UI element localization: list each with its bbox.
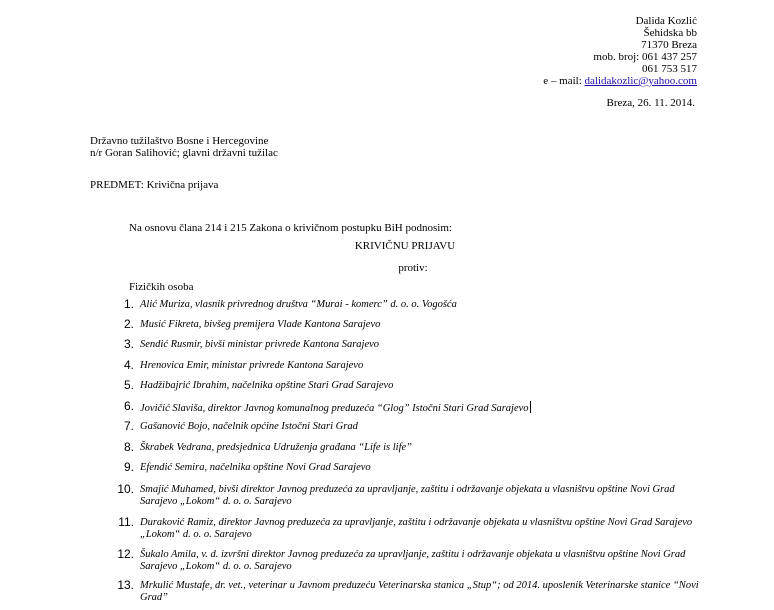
letter-date: Breza, 26. 11. 2014. [606, 97, 695, 109]
list-text: Jovičić Slaviša, direktor Javnog komunalnog preduzeća “Glog” Istočni Stari Grad Sarajevo [140, 403, 529, 414]
recipient-institution: Državno tužilaštvo Bosne i Hercegovine [90, 135, 269, 147]
list-text: Duraković Ramiz, direktor Javnog preduzeća za upravljanje, zaštitu i održavanje objekata u vlasništvu opštine Novi Grad Sarajevo „Lokom“ d. o. o. Sarajevo [140, 517, 693, 540]
list-text: Mrkulić Mustafe, dr. vet., veterinar u Javnom preduzeću Veterinarska stanica „Stup“; od 2014. uposlenik Veterinarske stanice “Novi Grad” [140, 580, 699, 603]
list-number: 6. [123, 399, 134, 413]
list-text: Sendić Rusmir, bivši ministar privrede Kantona Sarajevo [140, 339, 380, 350]
sender-email-line [543, 75, 697, 87]
subject-line: PREDMET: Krivična prijava [90, 179, 219, 191]
against-label: protiv: [398, 262, 428, 274]
list-text: Musić Fikreta, bivšeg premijera Vlade Kantona Sarajevo [140, 319, 381, 330]
list-number: 2. [123, 317, 134, 331]
phone-number-2: 061 753 517 [642, 63, 697, 75]
sender-city: 71370 Breza [641, 39, 697, 51]
recipient-block [90, 135, 278, 159]
phone-label: mob. broj: [593, 51, 640, 63]
email-label: e – mail: [543, 75, 582, 87]
list-number: 12. [117, 547, 134, 561]
list-number: 3. [123, 337, 134, 351]
sender-address-block [543, 15, 697, 87]
list-number: 9. [123, 460, 134, 474]
list-number: 7. [123, 419, 134, 433]
email-link[interactable]: dalidakozlic@yahoo.com [584, 75, 697, 87]
list-text: Efendić Semira, načelnika opštine Novi Grad Sarajevo [140, 462, 371, 473]
list-text: Alić Muriza, vlasnik privrednog društva “Murai - komerc” d. o. o. Vogošća [140, 299, 457, 310]
sender-phone-line [543, 51, 697, 63]
intro-paragraph: Na osnovu člana 214 i 215 Zakona o krivičnom postupku BiH podnosim: [129, 222, 452, 234]
text-cursor [530, 401, 531, 413]
list-text: Šukalo Amila, v. d. izvršni direktor Javnog preduzeća za upravljanje, zaštitu i održavanje objekata u vlasništvu opštine Novi Grad Sarajevo „Lokom“ d. o. o. Sarajevo [140, 549, 686, 572]
list-text: Smajić Muhamed, bivši direktor Javnog preduzeća za upravljanje, zaštitu i održavanje objekata u vlasništvu opštine Novi Grad Sarajevo „Lokom“ d. o. o. Sarajevo [140, 484, 675, 507]
list-text: Hadžibajrić Ibrahim, načelnika opštine Stari Grad Sarajevo [140, 380, 394, 391]
phone-number-1: 061 437 257 [642, 51, 697, 63]
list-number: 8. [123, 440, 134, 454]
list-number: 10. [117, 482, 134, 496]
sender-name: Dalida Kozlić [635, 15, 697, 27]
list-text: Škrabek Vedrana, predsjednica Udruženja građana “Life is life” [140, 442, 413, 453]
list-number: 5. [123, 378, 134, 392]
list-number: 4. [123, 358, 134, 372]
list-number: 1. [123, 297, 134, 311]
sender-street: Šehidska bb [643, 27, 697, 39]
list-text: Hrenovica Emir, ministar privrede Kantona Sarajevo [140, 360, 364, 371]
list-number: 13. [117, 578, 134, 592]
document-title: KRIVIČNU PRIJAVU [354, 240, 456, 252]
section-label: Fizičkih osoba [129, 281, 194, 293]
list-text: Gašanović Bojo, načelnik općine Istočni Stari Grad [140, 421, 358, 432]
recipient-person: n/r Goran Salihović; glavni državni tužilac [90, 147, 278, 159]
list-number: 11. [118, 515, 134, 529]
